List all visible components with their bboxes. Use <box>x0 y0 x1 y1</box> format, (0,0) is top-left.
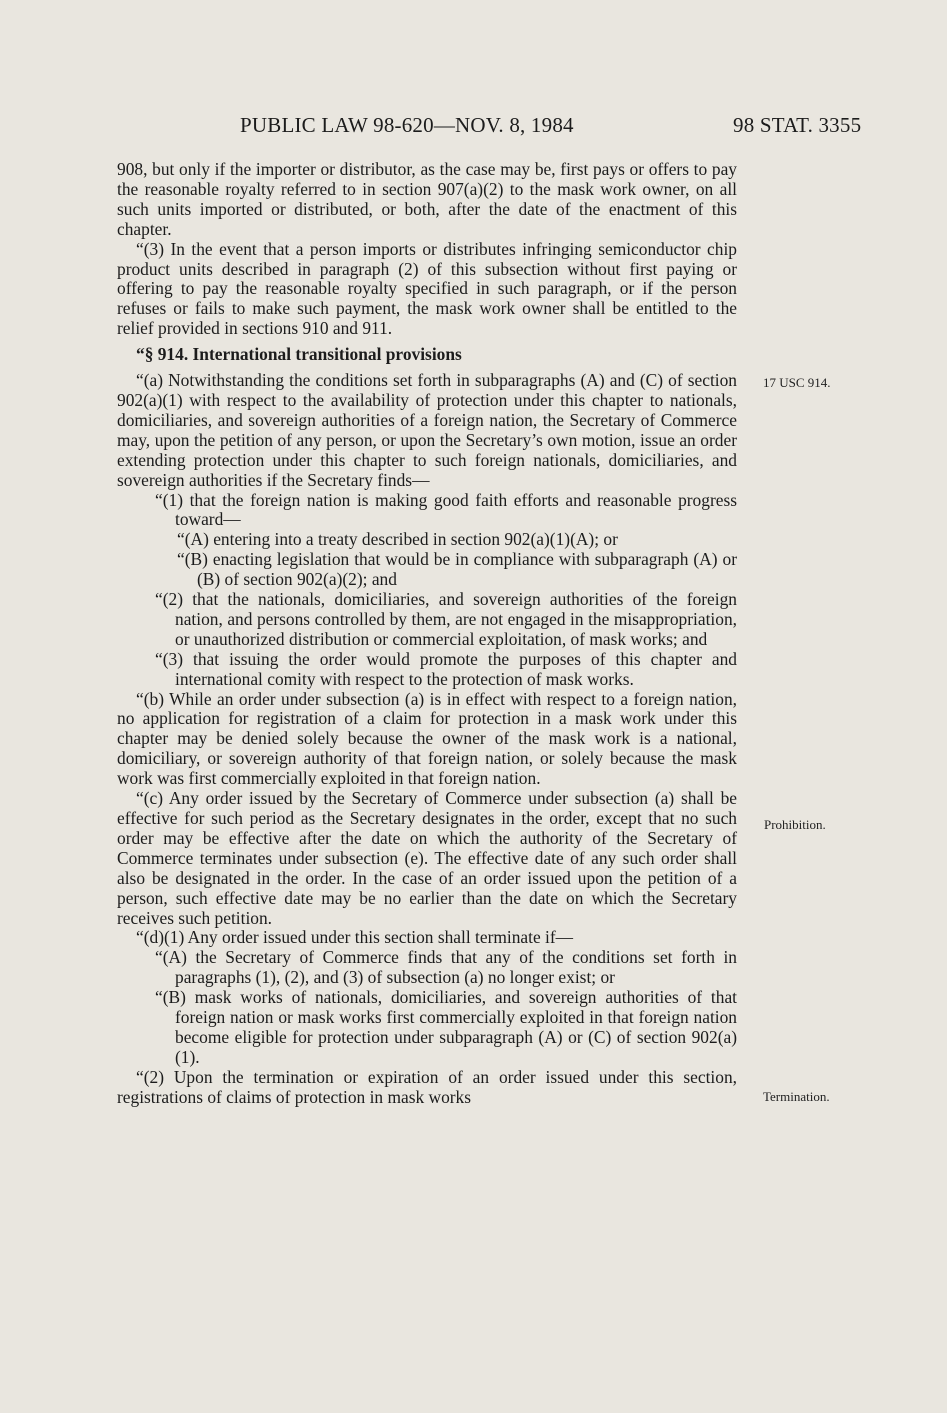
paragraph-a-1-B: “(B) enacting legislation that would be in compliance with subparagraph (A) or (B) of section 902(a)(2); and <box>177 549 737 590</box>
header-stat-page: 98 STAT. 3355 <box>733 113 862 137</box>
margin-note-usc: 17 USC 914. <box>763 375 831 390</box>
paragraph-c: “(c) Any order issued by the Secretary of Commerce under subsection (a) shall be effective for such period as the Secretary designates in the order, except that no such order may be effective after the date on which the authority of the Secretary of Commerce terminates under subsection (e). The effective date of any such order shall also be designated in the order. In the case of an order issued upon the petition of a person, such effective date may be no earlier than the date on which the Secretary receives such petition. <box>117 788 737 928</box>
margin-note-termination: Termination. <box>763 1089 830 1104</box>
paragraph-d-1-A: “(A) the Secretary of Commerce finds that any of the conditions set forth in paragraphs (1), (2), and (3) of subsection (a) no longer exist; or <box>155 947 737 988</box>
page-header <box>0 113 947 143</box>
paragraph-d-2: “(2) Upon the termination or expiration of an order issued under this section, registrations of claims of protection in mask works <box>117 1066 737 1107</box>
paragraph-d-1-B: “(B) mask works of nationals, domiciliaries, and sovereign authorities of that foreign nation or mask works first commercially exploited in that foreign nation become eligible for protection under subparagraph (A) or (C) of section 902(a)(1). <box>155 987 737 1067</box>
paragraph-a-1-A: “(A) entering into a treaty described in section 902(a)(1)(A); or <box>177 529 618 550</box>
body-text <box>117 160 737 1108</box>
paragraph-a-3: “(3) that issuing the order would promote the purposes of this chapter and international comity with respect to the protection of mask works. <box>155 648 737 689</box>
margin-note-prohibition: Prohibition. <box>764 817 826 832</box>
section-heading: “§ 914. International transitional provisions <box>136 344 462 365</box>
paragraph-a-2: “(2) that the nationals, domiciliaries, and sovereign authorities of the foreign nation, and persons controlled by them, are not engaged in the misappropriation, or unauthorized distribution or commercial exploitation, of mask works; and <box>155 589 737 649</box>
paragraph-b: “(b) While an order under subsection (a) is in effect with respect to a foreign nation, no application for registration of a claim for protection in a mask work under this chapter may be denied solely because the owner of the mask work is a national, domiciliary, or sovereign authority of that foreign nation, or solely because the mask work was first commercially exploited in that foreign nation. <box>117 688 737 789</box>
paragraph-a-1: “(1) that the foreign nation is making good faith efforts and reasonable progress toward— <box>155 489 737 530</box>
header-title: PUBLIC LAW 98-620—NOV. 8, 1984 <box>240 113 574 137</box>
paragraph-3: “(3) In the event that a person imports or distributes infringing semiconductor chip product units described in paragraph (2) of this subsection without first paying or offering to pay the reasonable royalty specified in such paragraph, or if the person refuses or fails to make such payment, the mask work owner shall be entitled to the relief provided in sections 910 and 911. <box>117 238 737 339</box>
paragraph-continuation: 908, but only if the importer or distributor, as the case may be, first pays or offers to pay the reasonable royalty referred to in section 907(a)(2) to the mask work owner, on all such units imported or distributed, or both, after the date of the enactment of this chapter. <box>117 159 737 239</box>
paragraph-a: “(a) Notwithstanding the conditions set forth in subparagraphs (A) and (C) of section 902(a)(1) with respect to the availability of protection under this chapter to nationals, domiciliaries, and sovereign authorities of a foreign nation, the Secretary of Commerce may, upon the petition of any person, or upon the Secretary’s own motion, issue an order extending protection under this chapter to such foreign nationals, domiciliaries, and sovereign authorities if the Secretary finds— <box>117 370 737 490</box>
paragraph-d-1: “(d)(1) Any order issued under this section shall terminate if— <box>136 927 574 948</box>
